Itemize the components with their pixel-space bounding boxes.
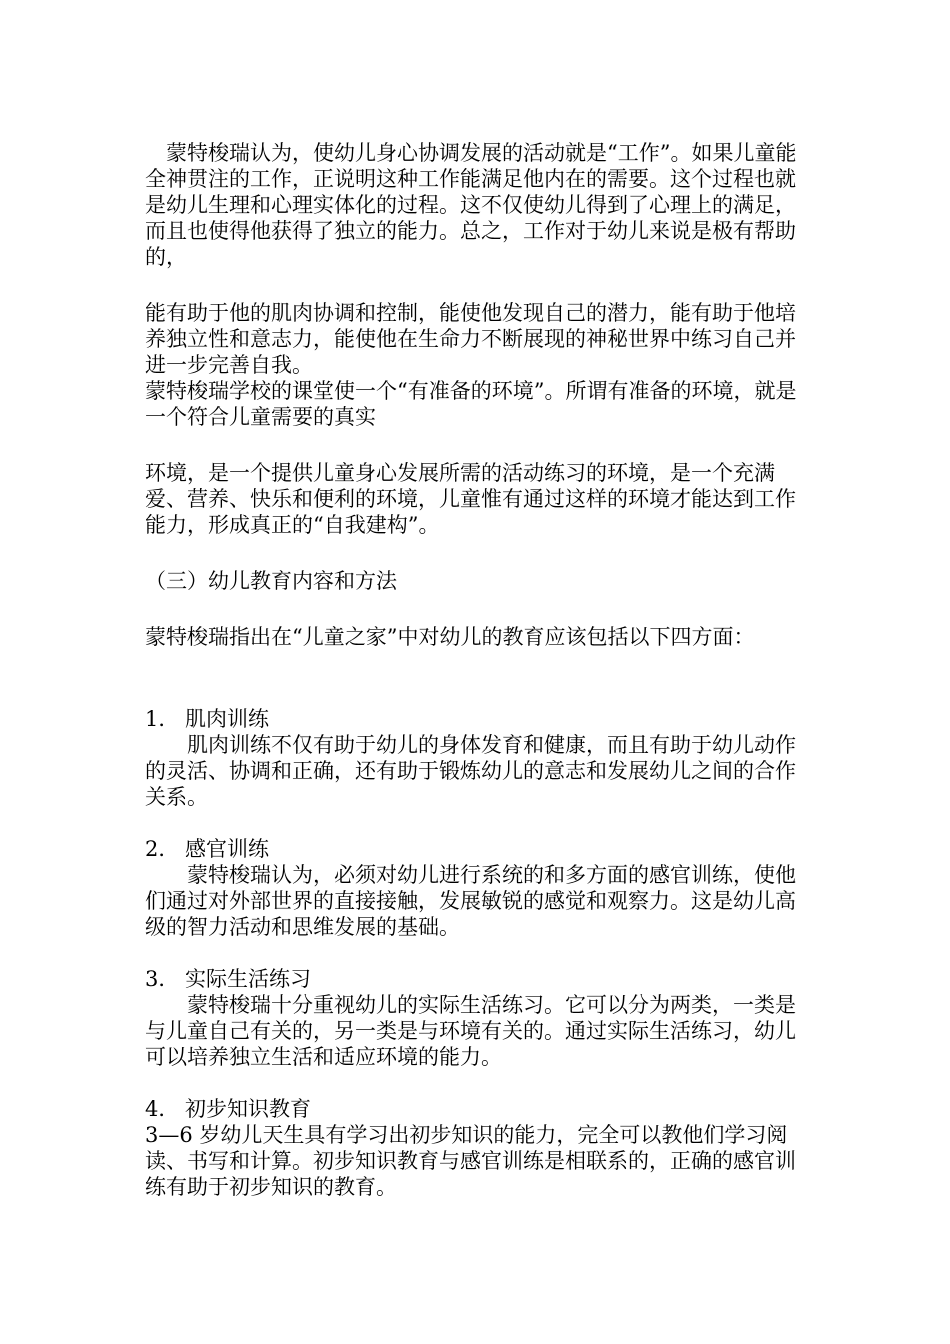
item-number: 2．: [145, 837, 180, 861]
item-heading-2: [145, 836, 810, 862]
item-body-1: 肌肉训练不仅有助于幼儿的身体发育和健康，而且有助于幼儿动作的灵活、协调和正确，还有助于锻炼幼儿的意志和发展幼儿之间的合作关系。: [145, 733, 796, 809]
item-number: 3．: [145, 967, 180, 991]
benefits-paragraph: 能有助于他的肌肉协调和控制，能使他发现自己的潜力，能有助于他培养独立性和意志力，能使他在生命力不断展现的神秘世界中练习自己并进一步完善自我。: [145, 301, 796, 377]
item-title: 感官训练: [185, 837, 269, 861]
item-title: 初步知识教育: [185, 1097, 311, 1121]
environment-paragraph-2: 环境，是一个提供儿童身心发展所需的活动练习的环境，是一个充满爱、营养、快乐和便利的环境，儿童惟有通过这样的环境才能达到工作能力，形成真正的“自我建构”。: [145, 461, 796, 537]
item-heading-3: [145, 966, 810, 992]
item-title: 肌肉训练: [185, 707, 269, 731]
item-title: 实际生活练习: [185, 967, 311, 991]
item-heading-4: [145, 1096, 810, 1122]
section-lead-paragraph: 蒙特梭瑞指出在“儿童之家”中对幼儿的教育应该包括以下四方面：: [145, 625, 755, 649]
item-body-4: 3—6 岁幼儿天生具有学习出初步知识的能力，完全可以教他们学习阅读、书写和计算。初步知识教育与感官训练是相联系的，正确的感官训练有助于初步知识的教育。: [145, 1123, 796, 1199]
document-page: [145, 140, 810, 1200]
item-body-2: 蒙特梭瑞认为，必须对幼儿进行系统的和多方面的感官训练，使他们通过对外部世界的直接接触，发展敏锐的感觉和观察力。这是幼儿高级的智力活动和思维发展的基础。: [145, 863, 796, 939]
item-number: 1．: [145, 707, 180, 731]
item-number: 4．: [145, 1097, 180, 1121]
item-body-3: 蒙特梭瑞十分重视幼儿的实际生活练习。它可以分为两类，一类是与儿童自己有关的，另一类是与环境有关的。通过实际生活练习，幼儿可以培养独立生活和适应环境的能力。: [145, 993, 796, 1069]
section-heading: （三）幼儿教育内容和方法: [145, 569, 397, 593]
item-heading-1: [145, 706, 810, 732]
environment-paragraph-1: 蒙特梭瑞学校的课堂使一个“有准备的环境”。所谓有准备的环境，就是一个符合儿童需要的真实: [145, 379, 797, 429]
intro-paragraph: 蒙特梭瑞认为，使幼儿身心协调发展的活动就是“工作”。如果儿童能全神贯注的工作，正说明这种工作能满足他内在的需要。这个过程也就是幼儿生理和心理实体化的过程。这不仅使幼儿得到了心理上的满足，而且也使得他获得了独立的能力。总之，工作对于幼儿来说是极有帮助的，: [145, 141, 797, 269]
